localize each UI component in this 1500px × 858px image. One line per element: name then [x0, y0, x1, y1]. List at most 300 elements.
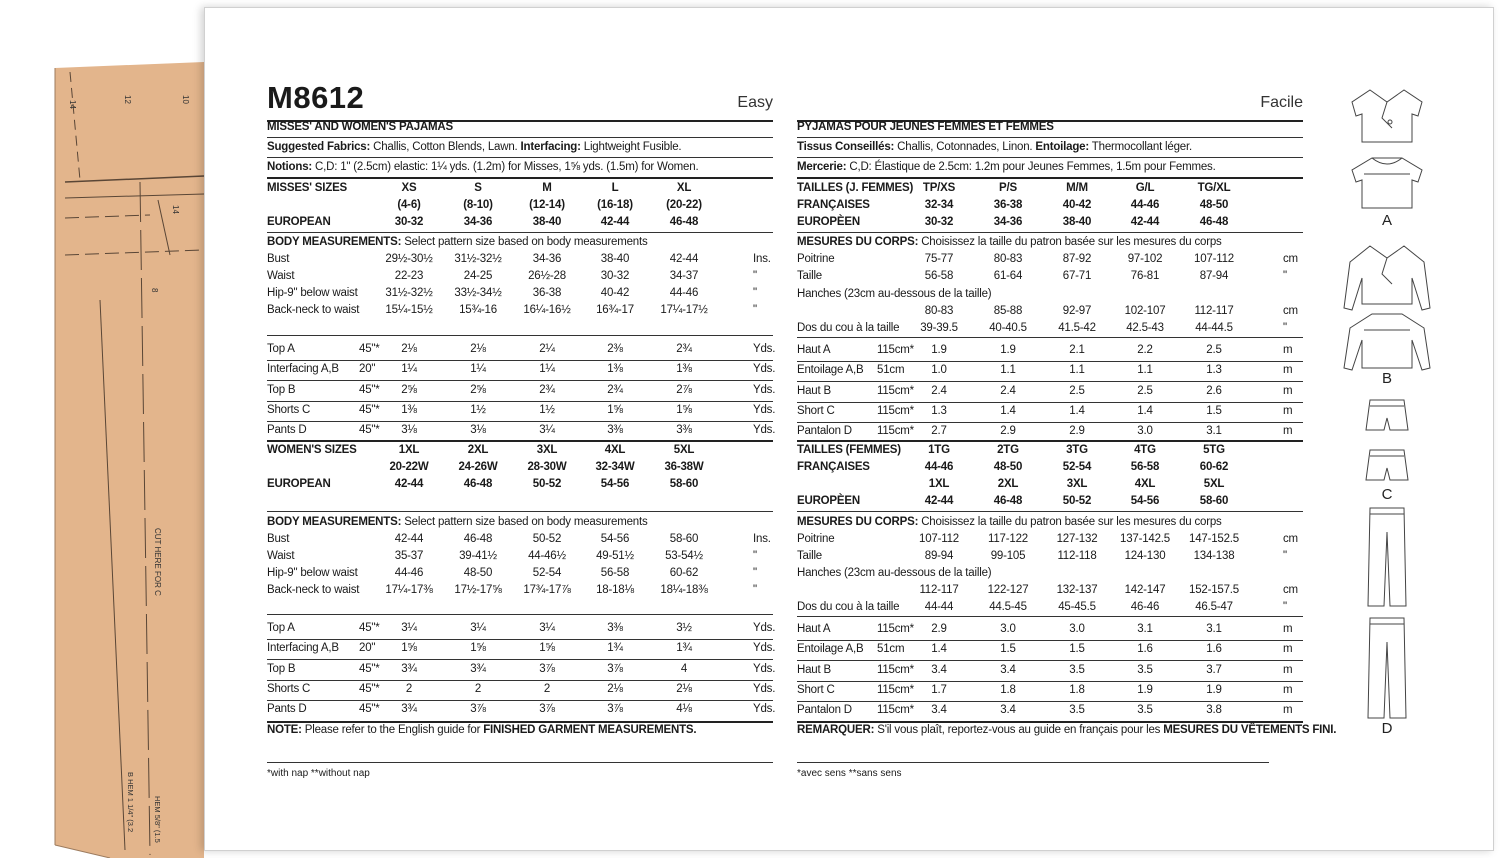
cell-value: 42-44: [669, 253, 699, 265]
cell-value: 2⅛: [676, 682, 692, 695]
cell-value: 1⅝: [607, 403, 623, 416]
row-label: Top A: [267, 622, 295, 634]
cell-value: 15¾-16: [459, 304, 497, 316]
table-row: [267, 514, 773, 531]
pattern-number: 14: [171, 205, 180, 214]
cell-value: 42-44: [924, 495, 954, 507]
cell-value: 34-36: [532, 253, 562, 265]
cell-value: 3¼: [539, 622, 555, 634]
table-row: [267, 214, 773, 231]
cell-value: 3⅞: [470, 703, 486, 716]
row-label: Bust: [267, 253, 290, 265]
top-a-front-sketch: [1352, 90, 1422, 142]
row-label: Haut A: [797, 623, 831, 635]
cell-value: 2XL: [467, 444, 489, 456]
difficulty-label: Facile: [1260, 94, 1303, 111]
unit-label: ": [753, 304, 757, 316]
cell-value: 44.5-45: [989, 601, 1027, 613]
cell-value: 42-44: [600, 216, 630, 228]
cell-value: 56-58: [600, 567, 630, 579]
unit-label: Yds.: [753, 662, 776, 675]
fabric-width: 45"*: [359, 622, 380, 634]
cell-value: 2.9: [931, 623, 947, 635]
fabric-width: 45"*: [359, 682, 380, 695]
cell-value: 15¼-15½: [385, 304, 433, 316]
cell-value: 117-122: [988, 533, 1028, 545]
cell-value: 35-37: [394, 550, 424, 562]
cell-value: 18¼-18⅜: [660, 584, 708, 596]
table-row: [797, 214, 1303, 231]
cell-value: 50-52: [1062, 495, 1092, 507]
footnote: *with nap **without nap: [267, 768, 370, 779]
table-row: [797, 320, 1303, 337]
cell-value: 3⅛: [470, 424, 486, 437]
table-row: [797, 548, 1303, 565]
cell-value: 3.1: [1206, 623, 1222, 635]
cell-value: 44-46: [669, 287, 699, 299]
cell-value: 41.5-42: [1058, 322, 1096, 334]
cell-value: 76-81: [1130, 270, 1160, 282]
cell-value: 1.3: [1206, 364, 1222, 377]
cell-value: 2.4: [1000, 384, 1016, 397]
table-row: [797, 442, 1303, 459]
row-label: Poitrine: [797, 533, 835, 545]
cell-value: 107-112: [1194, 253, 1234, 265]
cell-value: 1XL: [398, 444, 420, 456]
view-letter-a: A: [1381, 212, 1392, 229]
cell-value: 2⅛: [607, 682, 623, 695]
cell-value: 152-157.5: [1189, 584, 1239, 596]
table-row: [797, 234, 1303, 251]
cell-value: 2⅛: [401, 343, 417, 355]
cell-value: 1.4: [931, 643, 947, 656]
unit-label: cm: [1283, 253, 1298, 265]
cell-value: 80-83: [924, 305, 954, 317]
fabric-width: 115cm*: [877, 704, 914, 717]
unit-label: m: [1283, 683, 1293, 696]
cell-value: 1⅜: [401, 403, 417, 416]
cell-value: 44-46: [1130, 199, 1160, 211]
row-label: EUROPEAN: [267, 478, 331, 490]
top-b-front-sketch: [1344, 246, 1430, 310]
cell-value: 124-130: [1124, 550, 1166, 562]
cell-value: 2TG: [997, 444, 1019, 456]
cell-value: 3.4: [1000, 704, 1016, 717]
unit-label: ": [1283, 550, 1287, 562]
unit-label: Yds.: [753, 363, 776, 376]
cell-value: 2.5: [1137, 384, 1153, 397]
unit-label: cm: [1283, 305, 1298, 317]
table-row: [797, 621, 1303, 638]
fabric-width: 45"*: [359, 662, 380, 675]
cell-value: 80-83: [993, 253, 1023, 265]
cell-value: 1⅝: [470, 642, 486, 655]
unit-label: m: [1283, 425, 1293, 438]
unit-label: ": [753, 270, 757, 282]
table-row: [267, 341, 776, 358]
cell-value: 46-46: [1130, 601, 1160, 613]
table-row: [267, 548, 773, 565]
fabric-width: 45"*: [359, 703, 380, 716]
cell-value: 2: [474, 682, 482, 695]
fabric-width: 51cm: [877, 364, 905, 377]
cell-value: 34-37: [669, 270, 699, 282]
table-row: [267, 234, 773, 251]
cell-value: 2.4: [931, 384, 947, 397]
unit-label: m: [1283, 663, 1293, 676]
cell-value: 3⅜: [607, 622, 623, 634]
row-label: Interfacing A,B: [267, 642, 339, 655]
cell-value: 32-34W: [595, 461, 635, 473]
cell-value: 3¼: [539, 424, 555, 437]
table-row: [267, 620, 776, 637]
garment-sketches: [1342, 78, 1432, 758]
cell-value: 1.5: [1206, 404, 1222, 417]
cell-value: 17¾-17⅞: [523, 584, 571, 596]
cell-value: 54-56: [1130, 495, 1160, 507]
row-label: FRANÇAISES: [797, 461, 870, 473]
cell-value: 31½-32½: [385, 287, 433, 299]
cell-value: 3¾: [401, 703, 417, 716]
cell-value: 46.5-47: [1195, 601, 1233, 613]
cell-value: 3XL: [536, 444, 558, 456]
cell-value: 1.8: [1069, 683, 1085, 696]
shorts-c-front-sketch: [1366, 400, 1408, 430]
cell-value: 1.9: [1206, 683, 1222, 696]
cell-value: 44-46: [394, 567, 424, 579]
table-row: [267, 361, 776, 378]
cell-value: 112-117: [1194, 305, 1234, 317]
cell-value: 3⅞: [539, 662, 555, 675]
garment-title: PYJAMAS POUR JEUNES FEMMES ET FEMMES: [797, 121, 1054, 133]
cell-value: 2.9: [1069, 425, 1085, 438]
cell-value: 2.1: [1069, 344, 1085, 356]
cell-value: 2XL: [997, 478, 1019, 490]
cell-value: 1.3: [931, 404, 947, 417]
footnote: *avec sens **sans sens: [797, 768, 902, 779]
pattern-number: 12: [123, 95, 132, 104]
cell-value: 3.4: [931, 663, 947, 676]
cell-value: 50-52: [532, 478, 562, 490]
fabric-width: 115cm*: [877, 663, 914, 676]
table-row: [797, 514, 1303, 531]
cell-value: 75-77: [924, 253, 954, 265]
cell-value: 1½: [539, 403, 555, 416]
row-label: FRANÇAISES: [797, 199, 870, 211]
unit-label: m: [1283, 344, 1293, 356]
fabrics-line: Suggested Fabrics: Challis, Cotton Blends, Lawn. Interfacing: Lightweight Fusible.: [267, 141, 682, 153]
cell-value: 44-44.5: [1195, 322, 1233, 334]
row-label: Back-neck to waist: [267, 584, 360, 596]
cell-value: 38-40: [600, 253, 630, 265]
unit-label: cm: [1283, 533, 1298, 545]
row-label: TAILLES (J. FEMMES): [797, 182, 914, 194]
cell-value: 3.5: [1137, 663, 1153, 676]
unit-label: Ins.: [753, 533, 771, 545]
fabric-width: 20": [359, 363, 376, 376]
table-row: [797, 362, 1303, 379]
table-row: [267, 402, 776, 419]
cell-value: 1.6: [1206, 643, 1222, 656]
cell-value: 4⅛: [676, 703, 692, 716]
cell-value: 112-117: [919, 584, 959, 596]
table-row: [797, 476, 1303, 493]
cell-value: 85-88: [993, 305, 1023, 317]
cell-value: 2¾: [607, 383, 623, 396]
cell-value: 36-38W: [664, 461, 704, 473]
row-label: Interfacing A,B: [267, 363, 339, 376]
cell-value: 42-44: [1130, 216, 1160, 228]
cell-value: 3.5: [1137, 704, 1153, 717]
table-row: [797, 423, 1303, 440]
cell-value: 3⅞: [539, 703, 555, 716]
cell-value: 67-71: [1062, 270, 1092, 282]
cell-value: 48-50: [463, 567, 493, 579]
cell-value: 46-48: [463, 533, 493, 545]
cell-value: P/S: [999, 182, 1017, 194]
cell-value: 17½-17⅝: [454, 584, 502, 596]
cell-value: 4XL: [1134, 478, 1156, 490]
cell-value: 1.4: [1000, 404, 1016, 417]
view-letter-d: D: [1381, 720, 1393, 737]
fabric-width: 20": [359, 642, 376, 655]
cell-value: 2⅜: [607, 343, 623, 355]
cell-value: L: [611, 182, 619, 194]
cell-value: 60-62: [1199, 461, 1229, 473]
cell-value: 29½-30½: [385, 253, 433, 265]
cell-value: 4: [680, 662, 688, 675]
fabric-width: 45"*: [359, 403, 380, 416]
cell-value: 147-152.5: [1189, 533, 1239, 545]
table-row: [267, 197, 773, 214]
pants-d-back-sketch: [1368, 618, 1406, 718]
cell-value: 44-46½: [528, 550, 566, 562]
note-line: REMARQUER: S'il vous plaît, reportez-vous au guide en français pour les MESURES DU VÊTEMENTS FINI.: [797, 724, 1337, 736]
cell-value: 46-48: [669, 216, 699, 228]
cell-value: 20-22W: [389, 461, 429, 473]
row-label: Pantalon D: [797, 425, 852, 438]
unit-label: Yds.: [753, 343, 776, 355]
shorts-c-back-sketch: [1366, 450, 1408, 480]
cell-value: 39-41½: [459, 550, 497, 562]
unit-label: ": [753, 567, 757, 579]
table-row: [797, 403, 1303, 420]
row-label: Pantalon D: [797, 704, 852, 717]
unit-label: Yds.: [753, 424, 776, 437]
cell-value: 2: [405, 682, 413, 695]
unit-label: Yds.: [753, 383, 776, 396]
cell-value: 60-62: [669, 567, 699, 579]
cell-value: 3XL: [1066, 478, 1088, 490]
cell-value: 58-60: [669, 478, 699, 490]
unit-label: m: [1283, 364, 1293, 377]
view-letter-c: C: [1381, 486, 1393, 503]
table-row: [267, 582, 773, 599]
cell-value: 58-60: [1199, 495, 1229, 507]
cell-value: 31½-32½: [454, 253, 502, 265]
cell-value: 107-112: [919, 533, 959, 545]
cell-value: 1.1: [1069, 364, 1085, 377]
cell-value: 1.7: [931, 683, 947, 696]
cell-value: 3⅛: [401, 424, 417, 437]
table-row: [797, 180, 1303, 197]
cell-value: 46-48: [993, 495, 1023, 507]
cell-value: 3¼: [401, 622, 417, 634]
cell-value: 137-142.5: [1120, 533, 1170, 545]
unit-label: ": [753, 584, 757, 596]
body-measurements-heading: BODY MEASUREMENTS: Select pattern size based on body measurements: [267, 516, 648, 528]
cell-value: 89-94: [924, 550, 954, 562]
cell-value: 61-64: [993, 270, 1023, 282]
cell-value: 30-32: [394, 216, 424, 228]
row-label: Hip-9" below waist: [267, 287, 358, 299]
row-label: Shorts C: [267, 403, 311, 416]
cell-value: XL: [676, 182, 692, 194]
cell-value: 2: [543, 682, 551, 695]
cell-value: 2⅝: [401, 383, 417, 396]
cell-value: 17¼-17½: [660, 304, 708, 316]
row-label: Back-neck to waist: [267, 304, 360, 316]
cell-value: 1.1: [1000, 364, 1016, 377]
header: [797, 80, 1303, 120]
cell-value: 2.2: [1137, 344, 1153, 356]
cell-value: 1¼: [401, 363, 417, 376]
cell-value: 142-147: [1124, 584, 1166, 596]
cell-value: 40-42: [1062, 199, 1092, 211]
cell-value: 132-137: [1056, 584, 1098, 596]
cell-value: 42-44: [394, 533, 424, 545]
row-label: Waist: [267, 270, 295, 282]
cell-value: 2¾: [539, 383, 555, 396]
cell-value: 52-54: [532, 567, 562, 579]
cell-value: 1¾: [676, 642, 692, 655]
row-label: Top B: [267, 662, 296, 675]
cell-value: (16-18): [597, 199, 633, 211]
unit-label: ": [753, 550, 757, 562]
pants-d-front-sketch: [1368, 508, 1406, 606]
cell-value: 45-45.5: [1058, 601, 1096, 613]
garment-title: MISSES' AND WOMEN'S PAJAMAS: [267, 121, 454, 133]
table-row: [797, 459, 1303, 476]
body-measurements-heading: BODY MEASUREMENTS: Select pattern size based on body measurements: [267, 236, 648, 248]
cell-value: 2¼: [539, 343, 555, 355]
hem-label: B HEM 1 1/4" (3.2: [126, 772, 135, 833]
cell-value: 1⅝: [539, 642, 555, 655]
cell-value: 1.4: [1069, 404, 1085, 417]
row-label: MISSES' SIZES: [267, 182, 348, 194]
row-label: Pants D: [267, 424, 307, 437]
cell-value: 16¼-16½: [523, 304, 571, 316]
cell-value: 1⅜: [676, 363, 692, 376]
row-label: Top A: [267, 343, 295, 355]
unit-label: m: [1283, 643, 1293, 656]
unit-label: m: [1283, 704, 1293, 717]
cell-value: 134-138: [1193, 550, 1235, 562]
cell-value: 30-32: [924, 216, 954, 228]
table-row: [797, 565, 1303, 582]
cell-value: 44-44: [924, 601, 954, 613]
fabric-width: 115cm*: [877, 623, 914, 635]
cell-value: 2⅛: [470, 343, 486, 355]
cell-value: 3.1: [1206, 425, 1222, 438]
table-row: [797, 702, 1303, 719]
table-row: [267, 268, 773, 285]
row-label: Top B: [267, 383, 296, 396]
cell-value: 3.0: [1137, 425, 1153, 438]
row-label: Dos du cou à la taille: [797, 322, 900, 334]
table-row: [267, 701, 776, 718]
cell-value: 1¼: [470, 363, 486, 376]
cell-value: 3½: [676, 622, 692, 634]
cell-value: 1¾: [607, 642, 623, 655]
row-label: Hip-9" below waist: [267, 567, 358, 579]
table-row: [797, 251, 1303, 268]
cell-value: 5XL: [673, 444, 695, 456]
cell-value: 44-46: [924, 461, 954, 473]
row-label: TAILLES (FEMMES): [797, 444, 901, 456]
cell-value: 32-34: [924, 199, 954, 211]
cell-value: 18-18⅛: [596, 584, 634, 596]
cell-value: M/M: [1066, 182, 1088, 194]
row-label: Haut B: [797, 384, 831, 397]
cell-value: 99-105: [990, 550, 1026, 562]
row-label: Entoilage A,B: [797, 364, 864, 377]
row-label: Short C: [797, 404, 835, 417]
cell-value: 3TG: [1066, 444, 1088, 456]
table-row: [267, 661, 776, 678]
fabric-width: 115cm*: [877, 683, 914, 696]
cell-value: 24-26W: [458, 461, 498, 473]
cell-value: S: [474, 182, 482, 194]
cell-value: 1.1: [1137, 364, 1153, 377]
unit-label: ": [1283, 601, 1287, 613]
cell-value: 39-39.5: [920, 322, 958, 334]
unit-label: ": [753, 287, 757, 299]
cell-value: 2¾: [676, 343, 692, 355]
cell-value: 3.1: [1137, 623, 1153, 635]
top-a-back-sketch: [1352, 158, 1422, 208]
cell-value: 40-40.5: [989, 322, 1027, 334]
table-row: [267, 565, 773, 582]
cell-value: 1.5: [1069, 643, 1085, 656]
cell-value: 53-54½: [665, 550, 703, 562]
cell-value: 3¾: [401, 662, 417, 675]
table-row: [797, 493, 1303, 510]
row-label: EUROPÈEN: [797, 216, 860, 228]
fabric-width: 115cm*: [877, 404, 914, 417]
cell-value: 1XL: [928, 478, 950, 490]
row-label: Haut A: [797, 344, 831, 356]
table-row: [267, 302, 773, 319]
table-row: [797, 682, 1303, 699]
notions-line: Notions: C,D: 1" (2.5cm) elastic: 1¼ yds. (1.2m) for Misses, 1⅝ yds. (1.5m) for Women.: [267, 161, 699, 173]
fabric-width: 51cm: [877, 643, 905, 656]
cell-value: 122-127: [987, 584, 1029, 596]
cell-value: 92-97: [1062, 305, 1092, 317]
table-row: [267, 180, 773, 197]
body-measurements-heading: MESURES DU CORPS: Choisissez la taille du patron basée sur les mesures du corps: [797, 236, 1222, 248]
cell-value: 40-42: [600, 287, 630, 299]
cell-value: 3.5: [1069, 663, 1085, 676]
cell-value: 54-56: [600, 533, 630, 545]
row-label: Poitrine: [797, 253, 835, 265]
cell-value: 34-36: [993, 216, 1023, 228]
cell-value: 3⅞: [607, 662, 623, 675]
cell-value: 1.5: [1000, 643, 1016, 656]
unit-label: m: [1283, 623, 1293, 635]
cell-value: 28-30W: [527, 461, 567, 473]
cell-value: 3.7: [1206, 663, 1222, 676]
